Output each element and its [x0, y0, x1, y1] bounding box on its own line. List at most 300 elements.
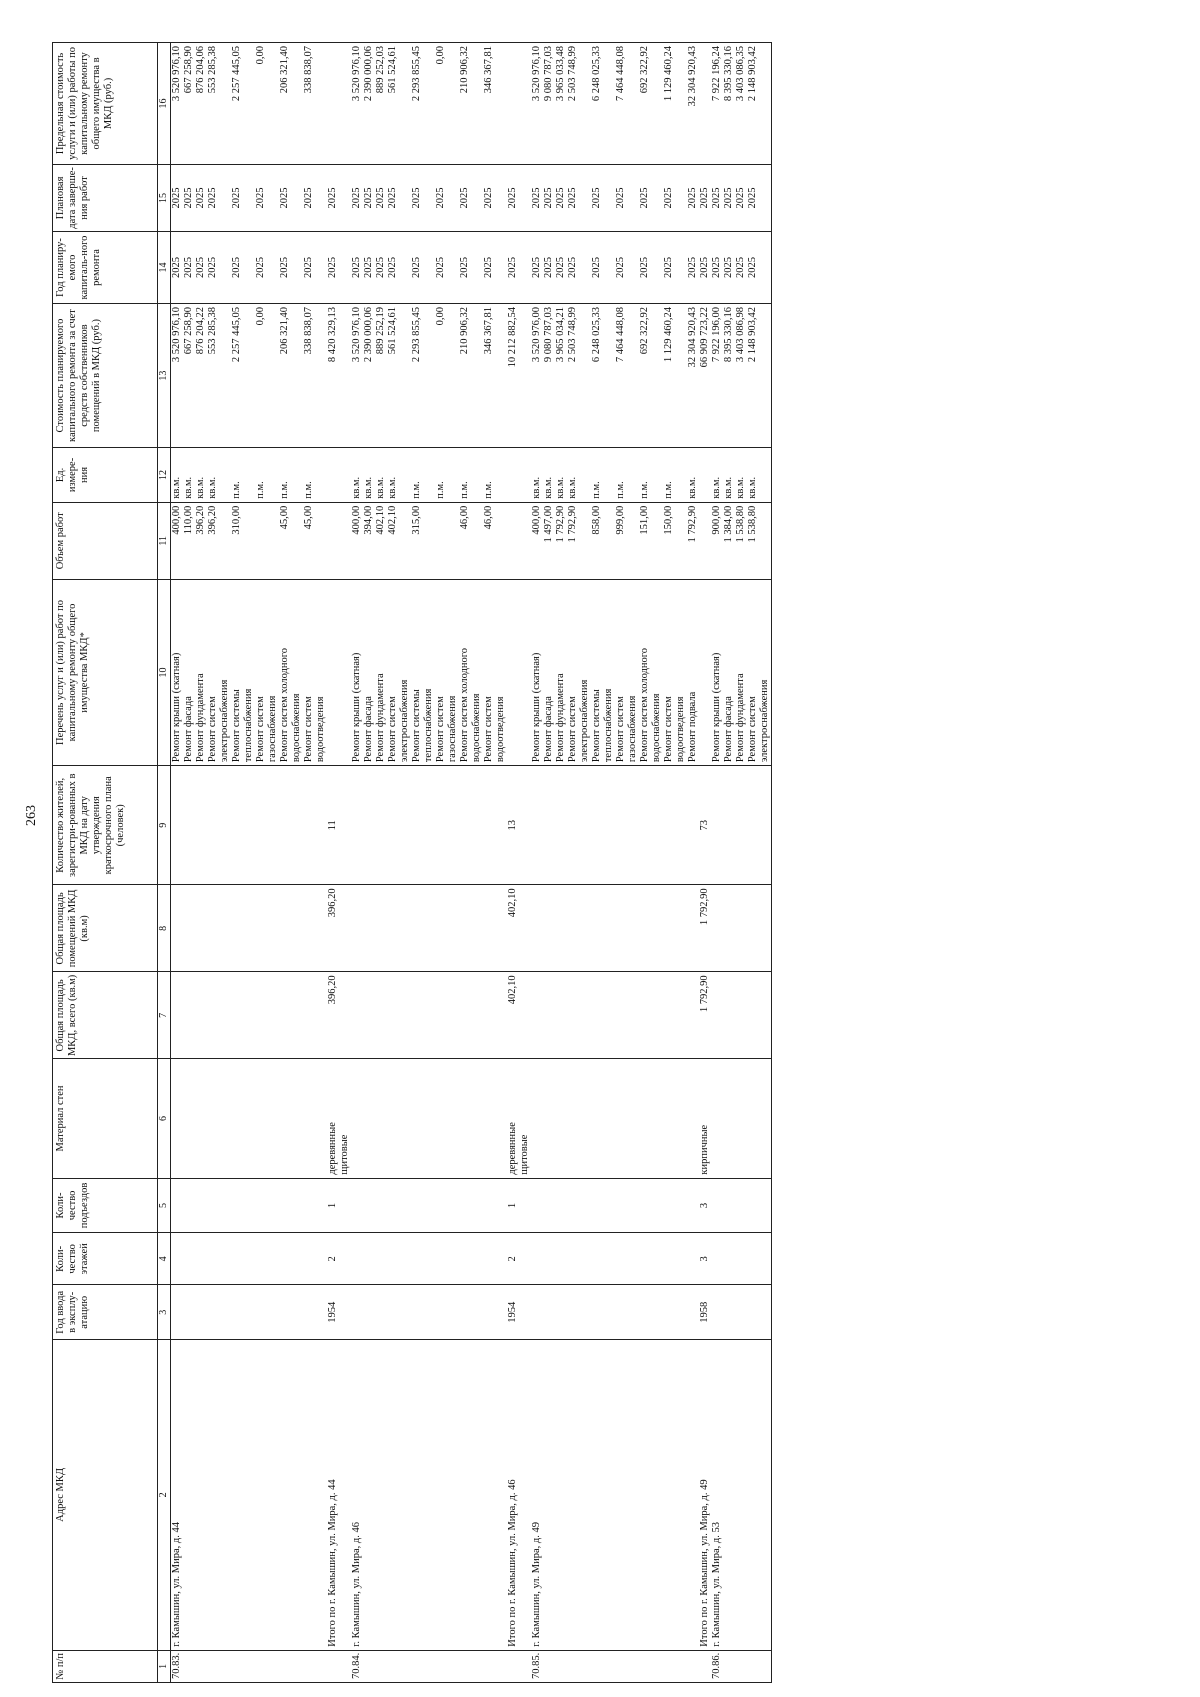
table-cell-col5: 3	[699, 1178, 711, 1233]
table-cell-col14: 2025	[411, 231, 423, 303]
header-cell: Ед. измере-ния	[53, 448, 158, 503]
table-cell-col15: 2025	[459, 164, 471, 231]
table-cell-col12: кв.м.	[747, 448, 759, 503]
header-cell: Коли-чество подъездов	[53, 1178, 158, 1233]
column-number: 3	[158, 1285, 171, 1340]
table-cell-col6	[315, 1059, 327, 1178]
table-cell-col10: Ремонт крыши (скатная)	[351, 579, 363, 765]
table-cell-col7	[279, 972, 291, 1059]
table-cell-col12: п.м.	[279, 448, 291, 503]
table-cell-col15: 2025	[507, 164, 519, 231]
table-cell-col8	[747, 885, 759, 972]
table-cell-col11: 402,10	[375, 502, 387, 579]
table-cell-col14: 2025	[363, 231, 375, 303]
table-cell-col11: 1 792,90	[567, 502, 579, 579]
table-cell-col5	[399, 1178, 411, 1233]
table-cell-col9: 73	[699, 766, 711, 885]
table-cell-col4	[387, 1233, 399, 1285]
table-row	[339, 43, 351, 1683]
table-cell-col4	[411, 1233, 423, 1285]
table-cell-col6	[183, 1059, 195, 1178]
table-cell-col3	[399, 1285, 411, 1340]
table-cell-col4	[519, 1233, 531, 1285]
header-cell: Количество жителей, зарегистри-рованных в МКД на дату утверждения краткосрочного плана (человек)	[53, 766, 158, 885]
column-number: 9	[158, 766, 171, 885]
table-cell-col7	[423, 972, 435, 1059]
table-cell-col12	[675, 448, 687, 503]
table-cell-col14: 2025	[327, 231, 339, 303]
table-cell-col4: 3	[699, 1233, 711, 1285]
table-cell-col3	[471, 1285, 483, 1340]
table-cell-col13	[315, 304, 327, 448]
table-cell-col5	[603, 1178, 615, 1233]
table-cell-col10: Ремонт систем холодного	[639, 579, 651, 765]
table-cell-col3	[315, 1285, 327, 1340]
table-cell-col7	[531, 972, 543, 1059]
table-cell-col8	[195, 885, 207, 972]
table-cell-col8	[315, 885, 327, 972]
table-cell-col14: 2025	[507, 231, 519, 303]
table-cell-col3	[339, 1285, 351, 1340]
table-cell-col14: 2025	[183, 231, 195, 303]
table-cell-col14	[471, 231, 483, 303]
table-cell-col8: 1 792,90	[699, 885, 711, 972]
table-cell-col3	[171, 1285, 184, 1340]
table-cell-col6: деревянные	[507, 1059, 519, 1178]
table-row	[591, 43, 603, 1683]
table-cell-col5: 1	[327, 1178, 339, 1233]
table-cell-col7	[219, 972, 231, 1059]
table-cell-col10: Ремонт систем	[615, 579, 627, 765]
table-cell-col10: Ремонт подвала	[687, 579, 699, 765]
table-cell-col6	[735, 1059, 747, 1178]
table-cell-col6	[195, 1059, 207, 1178]
table-cell-col13: 32 304 920,43	[687, 304, 699, 448]
table-cell-col14: 2025	[207, 231, 219, 303]
table-cell-col12: кв.м.	[363, 448, 375, 503]
table-cell-col3	[423, 1285, 435, 1340]
table-cell-col13	[219, 304, 231, 448]
table-cell-col2	[291, 1340, 303, 1651]
table-cell-col2	[195, 1340, 207, 1651]
table-cell-col6	[531, 1059, 543, 1178]
table-cell-col8	[603, 885, 615, 972]
table-row	[483, 43, 495, 1683]
table-cell-col15: 2025	[375, 164, 387, 231]
table-cell-col3	[387, 1285, 399, 1340]
table-cell-col16	[423, 43, 435, 165]
table-cell-col6	[579, 1059, 591, 1178]
table-cell-col12	[423, 448, 435, 503]
table-cell-col8	[723, 885, 735, 972]
table-cell-col4	[735, 1233, 747, 1285]
table-cell-col4	[711, 1233, 723, 1285]
table-cell-col12	[471, 448, 483, 503]
table-cell-col7	[255, 972, 267, 1059]
table-cell-col15: 2025	[255, 164, 267, 231]
table-cell-col12	[399, 448, 411, 503]
table-cell-col6	[603, 1059, 615, 1178]
table-cell-col8	[519, 885, 531, 972]
table-cell-col5	[375, 1178, 387, 1233]
table-cell-col12: п.м.	[303, 448, 315, 503]
table-cell-col1	[207, 1650, 219, 1682]
table-cell-col7	[591, 972, 603, 1059]
table-cell-col13: 2 257 445,05	[231, 304, 243, 448]
table-cell-col4	[207, 1233, 219, 1285]
table-cell-col15: 2025	[231, 164, 243, 231]
table-cell-col13: 561 524,61	[387, 304, 399, 448]
table-cell-col12: п.м.	[231, 448, 243, 503]
table-cell-col7	[723, 972, 735, 1059]
table-cell-col9	[735, 766, 747, 885]
table-cell-col16: 667 258,90	[183, 43, 195, 165]
table-cell-col8	[363, 885, 375, 972]
table-cell-col1	[423, 1650, 435, 1682]
table-cell-col15: 2025	[747, 164, 759, 231]
table-cell-col6	[363, 1059, 375, 1178]
table-cell-col8	[183, 885, 195, 972]
table-cell-col16	[507, 43, 519, 165]
table-cell-col5	[639, 1178, 651, 1233]
table-cell-col3	[183, 1285, 195, 1340]
column-number: 8	[158, 885, 171, 972]
table-cell-col2	[267, 1340, 279, 1651]
header-cell: Перечень услуг и (или) работ по капитальному ремонту общего имущества МКД*	[53, 579, 158, 765]
table-cell-col3	[591, 1285, 603, 1340]
table-cell-col1	[723, 1650, 735, 1682]
table-cell-col11: 400,00	[531, 502, 543, 579]
table-cell-col4	[291, 1233, 303, 1285]
table-cell-col1	[495, 1650, 507, 1682]
table-cell-col8	[555, 885, 567, 972]
table-cell-col1: 70.86.	[711, 1650, 723, 1682]
table-cell-col10: Ремонт фасада	[723, 579, 735, 765]
table-cell-col7	[483, 972, 495, 1059]
table-cell-col12: кв.м.	[567, 448, 579, 503]
table-cell-col11	[759, 502, 772, 579]
table-cell-col10: водоснабжения	[651, 579, 663, 765]
table-cell-col2	[723, 1340, 735, 1651]
table-cell-col7	[651, 972, 663, 1059]
table-cell-col9	[435, 766, 447, 885]
table-cell-col15	[219, 164, 231, 231]
table-cell-col9	[687, 766, 699, 885]
table-cell-col9	[711, 766, 723, 885]
table-cell-col13: 0,00	[255, 304, 267, 448]
table-cell-col8	[567, 885, 579, 972]
table-cell-col11	[267, 502, 279, 579]
table-cell-col14	[291, 231, 303, 303]
table-cell-col12	[291, 448, 303, 503]
table-cell-col9	[639, 766, 651, 885]
table-cell-col11: 396,20	[195, 502, 207, 579]
table-cell-col12	[447, 448, 459, 503]
table-cell-col15: 2025	[663, 164, 675, 231]
table-row	[423, 43, 435, 1683]
table-cell-col8	[759, 885, 772, 972]
table-cell-col9	[231, 766, 243, 885]
table-cell-col15: 2025	[411, 164, 423, 231]
table-row	[723, 43, 735, 1683]
table-cell-col7	[435, 972, 447, 1059]
table-cell-col10: Ремонт систем	[747, 579, 759, 765]
table-cell-col6	[171, 1059, 184, 1178]
table-cell-col16: 8 395 330,16	[723, 43, 735, 165]
table-cell-col4	[627, 1233, 639, 1285]
table-cell-col9	[531, 766, 543, 885]
table-cell-col2	[339, 1340, 351, 1651]
column-number: 10	[158, 579, 171, 765]
table-cell-col12: кв.м.	[735, 448, 747, 503]
table-cell-col15: 2025	[435, 164, 447, 231]
table-cell-col7	[303, 972, 315, 1059]
table-cell-col16	[495, 43, 507, 165]
table-row	[711, 43, 723, 1683]
table-cell-col1	[483, 1650, 495, 1682]
table-cell-col6	[483, 1059, 495, 1178]
table-cell-col5	[315, 1178, 327, 1233]
table-cell-col4	[363, 1233, 375, 1285]
column-number: 7	[158, 972, 171, 1059]
table-cell-col16: 9 080 787,03	[543, 43, 555, 165]
table-cell-col9	[615, 766, 627, 885]
table-cell-col16	[471, 43, 483, 165]
table-cell-col3: 1954	[507, 1285, 519, 1340]
table-cell-col13	[447, 304, 459, 448]
table-cell-col13: 338 838,07	[303, 304, 315, 448]
table-cell-col14: 2025	[735, 231, 747, 303]
table-cell-col6	[639, 1059, 651, 1178]
column-number: 14	[158, 231, 171, 303]
table-cell-col12: кв.м.	[387, 448, 399, 503]
table-cell-col4	[219, 1233, 231, 1285]
table-cell-col7	[243, 972, 255, 1059]
table-cell-col9	[567, 766, 579, 885]
table-cell-col11: 310,00	[231, 502, 243, 579]
table-cell-col1	[219, 1650, 231, 1682]
table-cell-col16: 876 204,06	[195, 43, 207, 165]
table-cell-col13: 346 367,81	[483, 304, 495, 448]
table-cell-col3	[195, 1285, 207, 1340]
table-cell-col1	[579, 1650, 591, 1682]
table-cell-col13: 7 464 448,08	[615, 304, 627, 448]
table-cell-col6	[555, 1059, 567, 1178]
table-cell-col3	[435, 1285, 447, 1340]
table-cell-col16: 7 922 196,24	[711, 43, 723, 165]
table-cell-col5	[291, 1178, 303, 1233]
table-cell-col3	[663, 1285, 675, 1340]
table-cell-col13	[339, 304, 351, 448]
table-cell-col10	[327, 579, 339, 765]
table-cell-col11: 999,00	[615, 502, 627, 579]
table-cell-col7	[399, 972, 411, 1059]
table-cell-col3	[639, 1285, 651, 1340]
table-cell-col10: Ремонт систем холодного	[279, 579, 291, 765]
table-cell-col16: 692 322,92	[639, 43, 651, 165]
header-cell: Предельная стоимость услуги и (или) работы по капитальному ремонту общего имущества в МКД (руб.)	[53, 43, 158, 165]
table-cell-col13	[423, 304, 435, 448]
table-cell-col10: Ремонт фасада	[363, 579, 375, 765]
table-cell-col13: 2 293 855,45	[411, 304, 423, 448]
table-cell-col9	[315, 766, 327, 885]
table-cell-col12: кв.м.	[351, 448, 363, 503]
table-cell-col13	[651, 304, 663, 448]
table-cell-col11: 396,20	[207, 502, 219, 579]
table-cell-col5	[363, 1178, 375, 1233]
table-cell-col3	[567, 1285, 579, 1340]
table-cell-col5	[267, 1178, 279, 1233]
table-cell-col16: 2 148 903,42	[747, 43, 759, 165]
table-cell-col5	[339, 1178, 351, 1233]
table-cell-col5	[495, 1178, 507, 1233]
table-cell-col2	[255, 1340, 267, 1651]
table-cell-col10: водоотведения	[495, 579, 507, 765]
table-cell-col15: 2025	[711, 164, 723, 231]
table-row	[675, 43, 687, 1683]
table-cell-col2: г. Камышин, ул. Мира, д. 46	[351, 1340, 363, 1651]
table-cell-col7	[183, 972, 195, 1059]
table-cell-col5	[543, 1178, 555, 1233]
table-cell-col5	[471, 1178, 483, 1233]
table-cell-col5	[411, 1178, 423, 1233]
table-cell-col13: 9 080 787,03	[543, 304, 555, 448]
table-cell-col12: кв.м.	[687, 448, 699, 503]
table-cell-col10: Ремонт крыши (скатная)	[711, 579, 723, 765]
table-cell-col2	[435, 1340, 447, 1651]
table-cell-col3	[207, 1285, 219, 1340]
table-cell-col14	[267, 231, 279, 303]
table-cell-col4	[591, 1233, 603, 1285]
table-row	[435, 43, 447, 1683]
header-cell: Адрес МКД	[53, 1340, 158, 1651]
header-cell: Коли-чество этажей	[53, 1233, 158, 1285]
table-cell-col1	[183, 1650, 195, 1682]
header-row	[53, 43, 158, 1683]
table-cell-col1	[471, 1650, 483, 1682]
table-cell-col16	[519, 43, 531, 165]
table-cell-col4	[651, 1233, 663, 1285]
table-cell-col9	[351, 766, 363, 885]
table-cell-col2	[315, 1340, 327, 1651]
table-cell-col7	[207, 972, 219, 1059]
table-cell-col4	[495, 1233, 507, 1285]
table-cell-col4	[255, 1233, 267, 1285]
table-cell-col8	[171, 885, 184, 972]
table-cell-col4: 2	[507, 1233, 519, 1285]
table-cell-col16	[399, 43, 411, 165]
table-cell-col3	[411, 1285, 423, 1340]
column-number: 6	[158, 1059, 171, 1178]
table-cell-col14	[495, 231, 507, 303]
table-cell-col12: кв.м.	[723, 448, 735, 503]
table-cell-col15: 2025	[327, 164, 339, 231]
table-cell-col16: 3 520 976,10	[351, 43, 363, 165]
table-cell-col1	[507, 1650, 519, 1682]
table-cell-col9	[339, 766, 351, 885]
table-cell-col8	[687, 885, 699, 972]
table-cell-col9	[675, 766, 687, 885]
table-cell-col12	[243, 448, 255, 503]
table-cell-col10	[699, 579, 711, 765]
table-row	[219, 43, 231, 1683]
table-cell-col12	[603, 448, 615, 503]
table-cell-col2: г. Камышин, ул. Мира, д. 49	[531, 1340, 543, 1651]
table-cell-col7	[231, 972, 243, 1059]
table-cell-col11: 151,00	[639, 502, 651, 579]
table-cell-col3	[759, 1285, 772, 1340]
table-cell-col14: 2025	[531, 231, 543, 303]
column-number: 11	[158, 502, 171, 579]
table-cell-col7	[687, 972, 699, 1059]
table-cell-col1	[195, 1650, 207, 1682]
table-cell-col10: Ремонт систем	[435, 579, 447, 765]
table-cell-col14	[675, 231, 687, 303]
table-row	[579, 43, 591, 1683]
table-cell-col10: Ремонт систем	[303, 579, 315, 765]
table-cell-col3	[627, 1285, 639, 1340]
table-row	[519, 43, 531, 1683]
table-cell-col6	[615, 1059, 627, 1178]
table-cell-col11	[471, 502, 483, 579]
table-cell-col13: 2 503 748,99	[567, 304, 579, 448]
table-cell-col3	[483, 1285, 495, 1340]
table-cell-col10: Ремонт систем	[663, 579, 675, 765]
table-cell-col8	[411, 885, 423, 972]
table-cell-col1	[231, 1650, 243, 1682]
column-number: 13	[158, 304, 171, 448]
table-cell-col15: 2025	[279, 164, 291, 231]
table-cell-col5	[207, 1178, 219, 1233]
table-cell-col3	[291, 1285, 303, 1340]
table-cell-col10: Ремонт фундамента	[195, 579, 207, 765]
table-cell-col2	[687, 1340, 699, 1651]
table-cell-col13: 8 420 329,13	[327, 304, 339, 448]
table-cell-col3	[675, 1285, 687, 1340]
table-cell-col14	[627, 231, 639, 303]
table-row	[255, 43, 267, 1683]
table-cell-col9	[291, 766, 303, 885]
table-cell-col3	[711, 1285, 723, 1340]
table-cell-col15: 2025	[303, 164, 315, 231]
table-cell-col1	[291, 1650, 303, 1682]
table-cell-col4	[303, 1233, 315, 1285]
table-cell-col5	[687, 1178, 699, 1233]
table-row	[183, 43, 195, 1683]
table-cell-col6	[747, 1059, 759, 1178]
table-cell-col6	[471, 1059, 483, 1178]
table-cell-col16: 3 403 086,35	[735, 43, 747, 165]
table-cell-col4	[543, 1233, 555, 1285]
table-cell-col1	[303, 1650, 315, 1682]
table-cell-col8	[267, 885, 279, 972]
table-cell-col8	[399, 885, 411, 972]
table-cell-col4	[267, 1233, 279, 1285]
table-cell-col9: 13	[507, 766, 519, 885]
table-cell-col1	[243, 1650, 255, 1682]
header-cell: Общая площадь помещений МКД (кв.м)	[53, 885, 158, 972]
table-cell-col14	[423, 231, 435, 303]
table-cell-col9	[447, 766, 459, 885]
table-cell-col13	[243, 304, 255, 448]
table-cell-col10: Ремонт фундамента	[735, 579, 747, 765]
table-cell-col15: 2025	[543, 164, 555, 231]
table-cell-col14: 2025	[615, 231, 627, 303]
table-cell-col16: 346 367,81	[483, 43, 495, 165]
table-cell-col14: 2025	[303, 231, 315, 303]
table-cell-col13: 0,00	[435, 304, 447, 448]
table-cell-col8	[435, 885, 447, 972]
